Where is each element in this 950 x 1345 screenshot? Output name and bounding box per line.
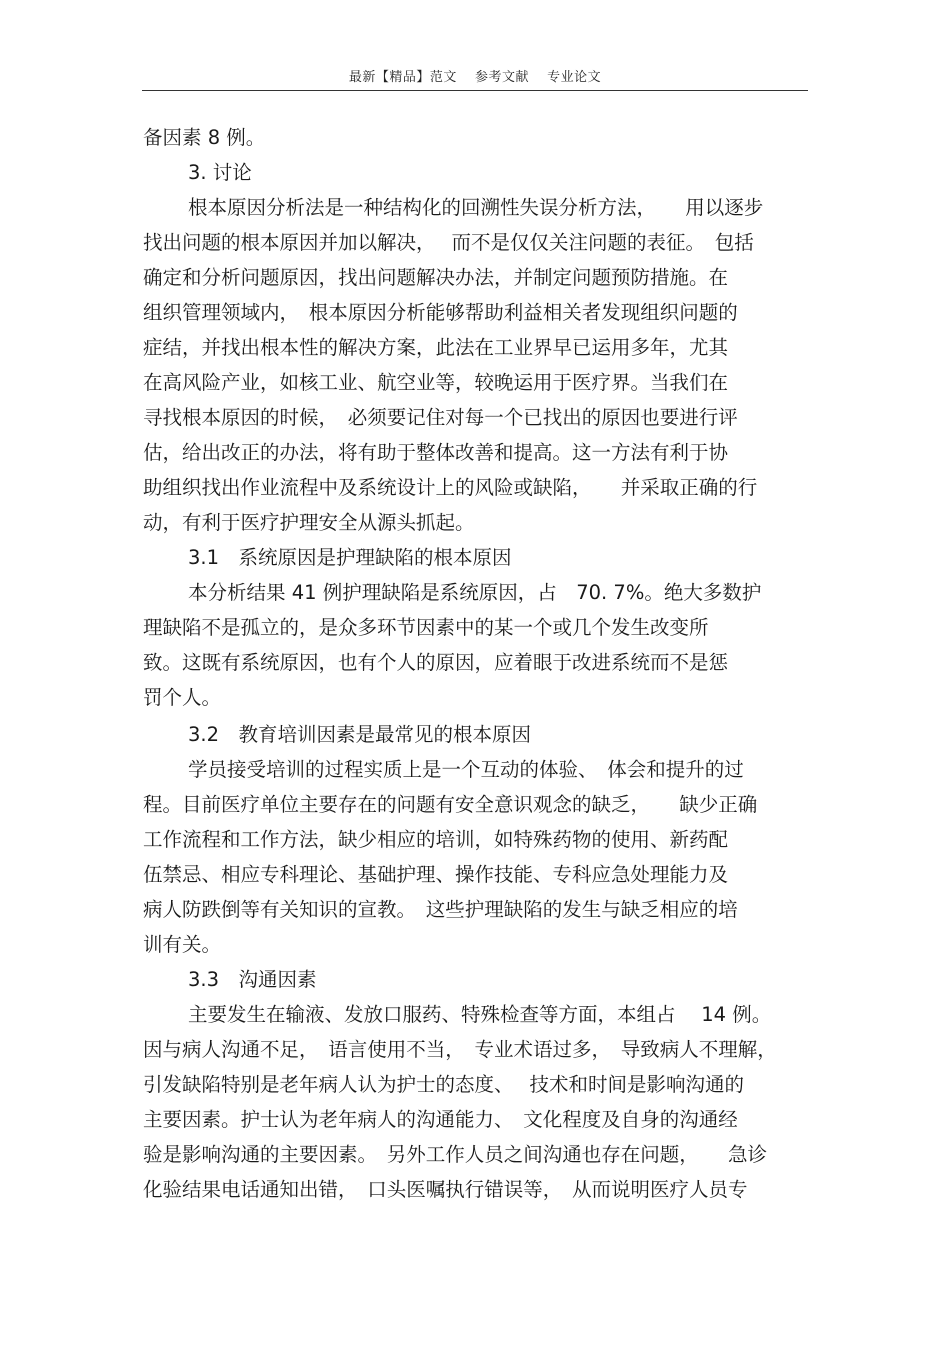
subsection-heading: 3.2 教育培训因素是最常见的根本原因 [188, 723, 532, 746]
body-line: 动，有利于医疗护理安全从源头抓起。 [143, 511, 475, 534]
body-line: 程。目前医疗单位主要存在的问题有安全意识观念的缺乏， 缺少正确 [143, 793, 758, 816]
body-line: 罚个人。 [143, 686, 222, 709]
body-line: 根本原因分析法是一种结构化的回溯性失误分析方法， 用以逐步 [188, 196, 764, 219]
body-line: 主要发生在输液、发放口服药、特殊检查等方面，本组占 14 例。 [188, 1003, 772, 1026]
body-line: 训有关。 [143, 933, 222, 956]
body-line: 致。这既有系统原因，也有个人的原因，应着眼于改进系统而不是惩 [143, 651, 729, 674]
body-line: 确定和分析问题原因，找出问题解决办法，并制定问题预防措施。在 [143, 266, 729, 289]
body-line: 因与病人沟通不足， 语言使用不当， 专业术语过多， 导致病人不理解， [143, 1038, 777, 1061]
body-line: 化验结果电话通知出错， 口头医嘱执行错误等， 从而说明医疗人员专 [143, 1178, 748, 1201]
body-line: 估，给出改正的办法，将有助于整体改善和提高。这一方法有利于协 [143, 441, 729, 464]
subsection-heading: 3.3 沟通因素 [188, 968, 317, 991]
header-divider [142, 90, 808, 91]
body-line: 找出问题的根本原因并加以解决， 而不是仅仅关注问题的表征。 包括 [143, 231, 754, 254]
body-line: 组织管理领域内， 根本原因分析能够帮助利益相关者发现组织问题的 [143, 301, 738, 324]
page-header: 最新【精品】范文 参考文献 专业论文 [348, 70, 602, 85]
body-line: 备因素 8 例。 [143, 126, 266, 149]
body-line: 验是影响沟通的主要因素。 另外工作人员之间沟通也存在问题， 急诊 [143, 1143, 768, 1166]
body-line: 本分析结果 41 例护理缺陷是系统原因，占 70. 7%。绝大多数护 [188, 581, 762, 604]
body-line: 工作流程和工作方法，缺少相应的培训，如特殊药物的使用、新药配 [143, 828, 729, 851]
body-line: 病人防跌倒等有关知识的宣教。 这些护理缺陷的发生与缺乏相应的培 [143, 898, 738, 921]
body-line: 在高风险产业，如核工业、航空业等，较晚运用于医疗界。当我们在 [143, 371, 729, 394]
body-line: 症结，并找出根本性的解决方案，此法在工业界早已运用多年，尤其 [143, 336, 729, 359]
body-line: 学员接受培训的过程实质上是一个互动的体验、 体会和提升的过 [188, 758, 744, 781]
body-line: 引发缺陷特别是老年病人认为护士的态度、 技术和时间是影响沟通的 [143, 1073, 744, 1096]
body-line: 寻找根本原因的时候， 必须要记住对每一个已找出的原因也要进行评 [143, 406, 738, 429]
body-line: 助组织找出作业流程中及系统设计上的风险或缺陷， 并采取正确的行 [143, 476, 758, 499]
body-line: 伍禁忌、相应专科理论、基础护理、操作技能、专科应急处理能力及 [143, 863, 729, 886]
subsection-heading: 3.1 系统原因是护理缺陷的根本原因 [188, 546, 512, 569]
section-heading: 3. 讨论 [188, 161, 252, 184]
body-line: 主要因素。护士认为老年病人的沟通能力、 文化程度及自身的沟通经 [143, 1108, 738, 1131]
body-line: 理缺陷不是孤立的，是众多环节因素中的某一个或几个发生改变所 [143, 616, 709, 639]
